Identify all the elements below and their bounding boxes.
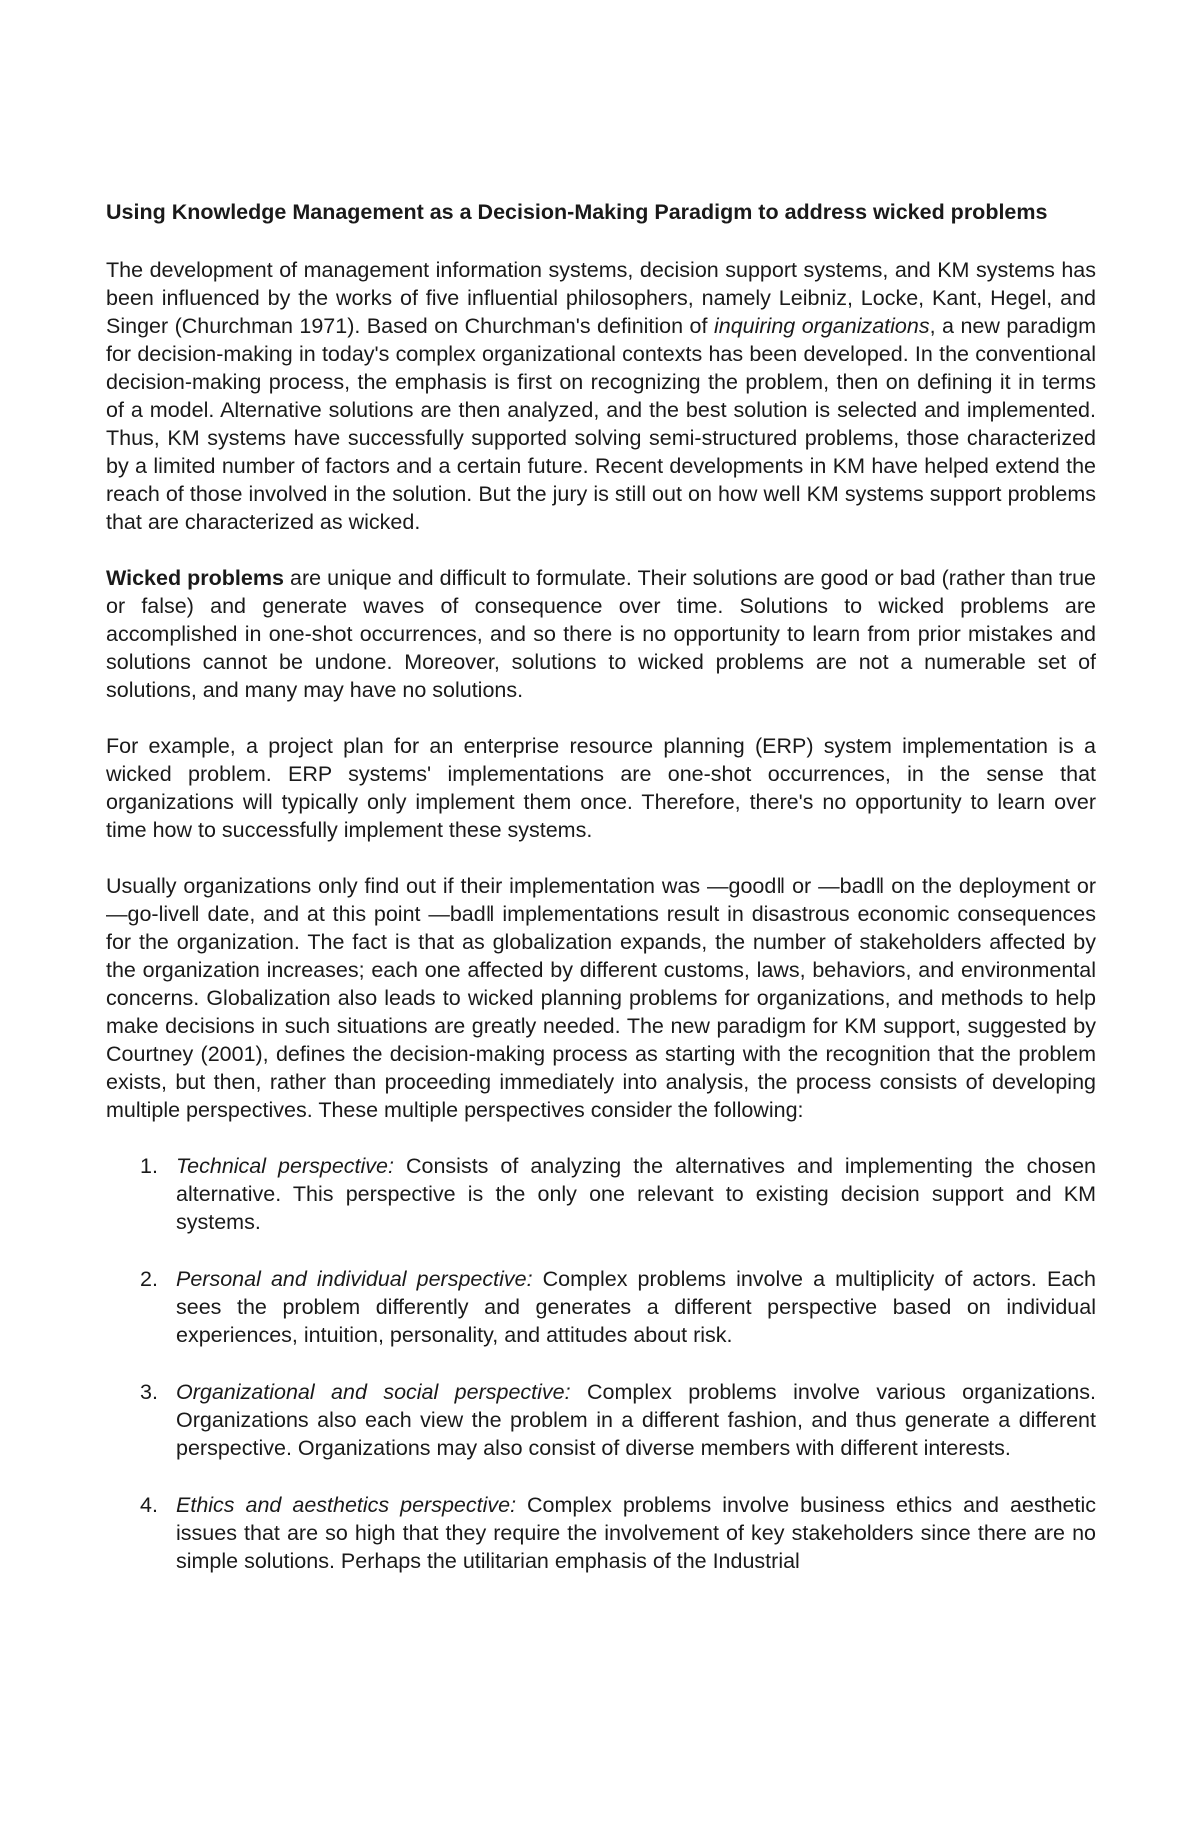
paragraph-intro [106,256,1096,536]
list-item [106,1152,1096,1236]
list-item [106,1265,1096,1349]
list-item-text: Complex problems involve business ethics and aesthetic issues that are so high that they require the involvement of key stakeholders since there are no simple solutions. Perhaps the utilitarian emphasis of the Industrial [176,1493,1096,1573]
list-item-text: Complex problems involve a multiplicity of actors. Each sees the problem differently and generates a different perspective based on individual experiences, intuition, personality, and attitudes about risk. [176,1267,1096,1347]
list-item-number: 1. [140,1154,158,1178]
paragraph-wicked-text: are unique and difficult to formulate. Their solutions are good or bad (rather than true or false) and generate waves of consequence over time. Solutions to wicked problems are accomplished in one-shot occurrences, and so there is no opportunity to learn from prior mistakes and solutions cannot be undone. Moreover, solutions to wicked problems are not a numerable set of solutions, and many may have no solutions. [106,566,1096,702]
list-item-text: Complex problems involve various organizations. Organizations also each view the problem in a different fashion, and thus generate a different perspective. Organizations may also consist of diverse members with different interests. [176,1380,1096,1460]
paragraph-intro-text-cont: , a new paradigm for decision-making in today's complex organizational contexts has been developed. In the conventional decision-making process, the emphasis is first on recognizing the problem, then on defining it in terms of a model. Alternative solutions are then analyzed, and the best solution is selected and implemented. Thus, KM systems have successfully supported solving semi-structured problems, those characterized by a limited number of factors and a certain future. Recent developments in KM have helped extend the reach of those involved in the solution. But the jury is still out on how well KM systems support problems that are characterized as wicked. [106,314,1096,534]
paragraph-wicked-problems [106,564,1096,704]
list-item-number: 3. [140,1380,158,1404]
paragraph-intro-text: The development of management information systems, decision support systems, and KM systems has been influenced by the works of five influential philosophers, namely Leibniz, Locke, Kant, Hegel, and Singer (Churchman 1971). Based on Churchman's definition of [106,258,1096,338]
list-item-label: Technical perspective: [176,1154,394,1178]
list-item-number: 2. [140,1267,158,1291]
list-item [106,1378,1096,1462]
paragraph-globalization: Usually organizations only find out if their implementation was —good‖ or —bad‖ on the deployment or —go-live‖ date, and at this point —bad‖ implementations result in disastrous economic consequences for the organization. The fact is that as globalization expands, the number of stakeholders affected by the organization increases; each one affected by different customs, laws, behaviors, and environmental concerns. Globalization also leads to wicked planning problems for organizations, and methods to help make decisions in such situations are greatly needed. The new paradigm for KM support, suggested by Courtney (2001), defines the decision-making process as starting with the recognition that the problem exists, but then, rather than proceeding immediately into analysis, the process consists of developing multiple perspectives. These multiple perspectives consider the following: [106,874,1096,1122]
inquiring-organizations-emphasis: inquiring organizations [713,314,930,338]
list-item-number: 4. [140,1493,158,1517]
paragraph-erp-example: For example, a project plan for an enterprise resource planning (ERP) system implementation is a wicked problem. ERP systems' implementations are one-shot occurrences, in the sense that organizations will typically only implement them once. Therefore, there's no opportunity to learn over time how to successfully implement these systems. [106,734,1096,842]
list-item-label: Organizational and social perspective: [176,1380,571,1404]
list-item-label: Personal and individual perspective: [176,1267,533,1291]
document-title: Using Knowledge Management as a Decision-Making Paradigm to address wicked problems [106,200,1048,224]
list-item [106,1491,1096,1575]
list-item-label: Ethics and aesthetics perspective: [176,1493,517,1517]
list-item-text: Consists of analyzing the alternatives and implementing the chosen alternative. This perspective is the only one relevant to existing decision support and KM systems. [176,1154,1096,1234]
perspectives-list [106,1152,1096,1575]
document-page [106,198,1096,1604]
wicked-problems-term: Wicked problems [106,566,284,590]
